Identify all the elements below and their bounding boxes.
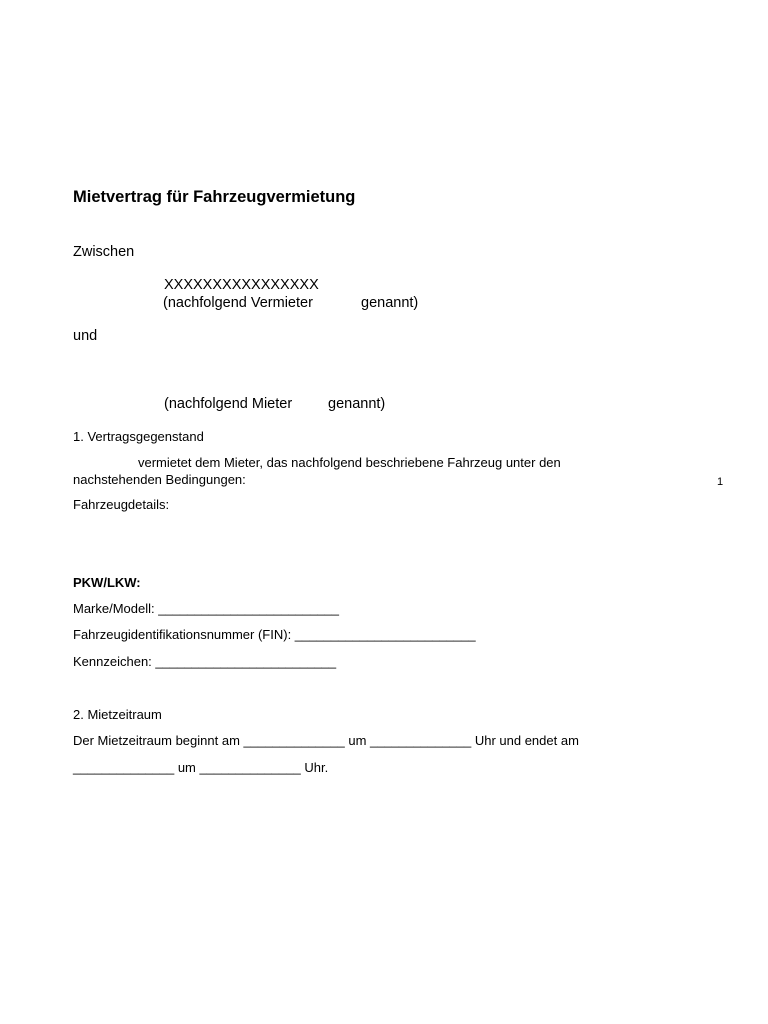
landlord-label-part2: genannt) [361, 295, 419, 311]
and-label: und [73, 328, 98, 344]
page-number: 1 [717, 476, 724, 488]
landlord-name: XXXXXXXXXXXXXXXX [164, 277, 319, 293]
section2-line2: ______________ um ______________ Uhr. [73, 760, 329, 775]
tenant-label-part2: genannt) [328, 396, 386, 412]
section1-heading: 1. Vertragsgegenstand [73, 429, 204, 444]
tenant-label-part1: (nachfolgend Mieter [164, 396, 293, 412]
vin-field: Fahrzeugidentifikationsnummer (FIN): _________________________ [73, 627, 476, 642]
section2-line1: Der Mietzeitraum beginnt am ______________ um ______________ Uhr und endet am [73, 733, 579, 748]
vehicle-details-label: Fahrzeugdetails: [73, 497, 170, 512]
section1-line1: vermietet dem Mieter, das nachfolgend beschriebene Fahrzeug unter den [138, 455, 561, 470]
vehicle-type-label: PKW/LKW: [73, 575, 141, 590]
between-label: Zwischen [73, 244, 135, 260]
make-model-field: Marke/Modell: _________________________ [73, 601, 339, 616]
plate-field: Kennzeichen: _________________________ [73, 654, 337, 669]
section1-line2: nachstehenden Bedingungen: [73, 472, 246, 487]
section2-heading: 2. Mietzeitraum [73, 707, 162, 722]
document-title: Mietvertrag für Fahrzeugvermietung [73, 188, 356, 206]
landlord-label-part1: (nachfolgend Vermieter [163, 295, 313, 311]
